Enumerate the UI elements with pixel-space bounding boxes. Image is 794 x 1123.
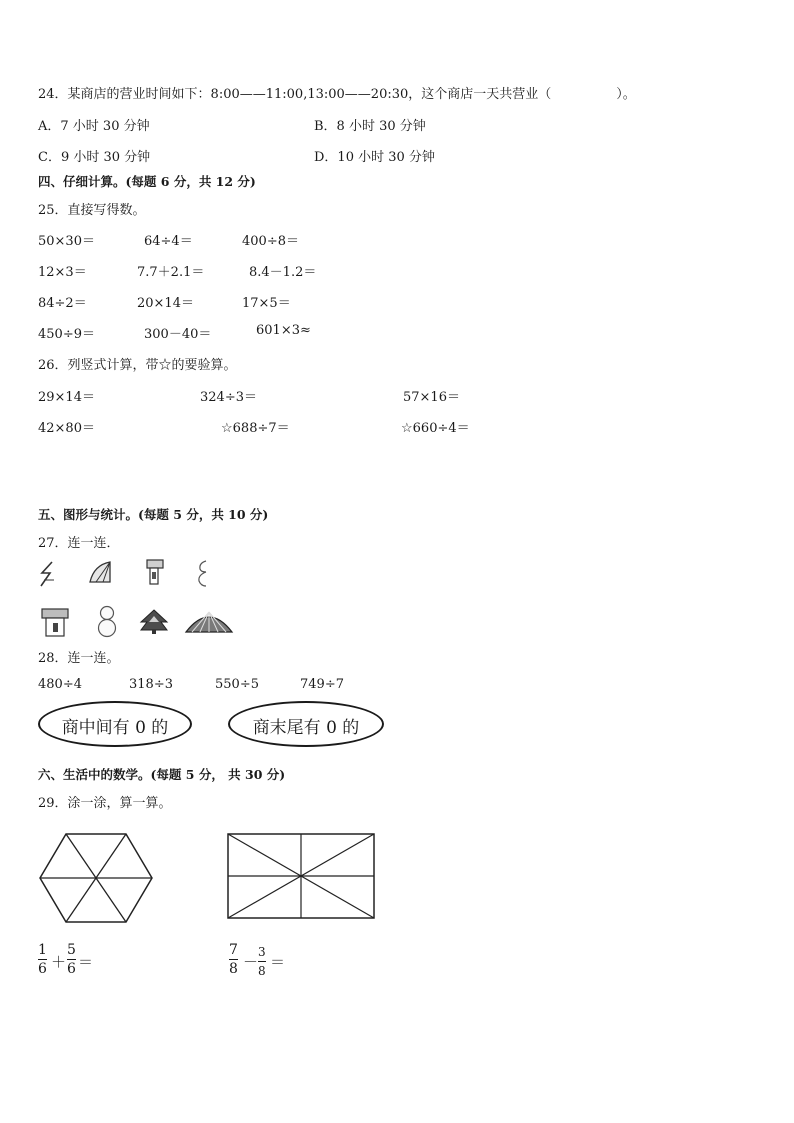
q25-item: 601×3≈ — [256, 323, 311, 338]
q24-option-a[interactable]: A．7 小时 30 分钟 — [38, 119, 150, 134]
plus-sign: ＋ — [51, 953, 67, 971]
minus-sign: － — [243, 953, 259, 971]
q25-item: 450÷9＝ — [38, 327, 95, 342]
q25-item: 64÷4＝ — [144, 234, 193, 249]
q25-item: 400÷8＝ — [242, 234, 299, 249]
q28-expression[interactable]: 480÷4 — [38, 677, 82, 692]
section5-title: 五、图形与统计。(每题 5 分，共 10 分) — [38, 507, 269, 522]
q24-option-d[interactable]: D．10 小时 30 分钟 — [314, 150, 435, 165]
fraction-one-sixth — [38, 942, 47, 977]
q28-expression[interactable]: 318÷3 — [129, 677, 173, 692]
oval-end-zero-label: 商末尾有 0 的 — [252, 718, 360, 738]
q26-item: 42×80＝ — [38, 421, 95, 436]
q29-stem: 29．涂一涂，算一算。 — [38, 796, 172, 811]
q24-stem: 24．某商店的营业时间如下：8:00——11:00,13:00——20:30，这个商店一天共营业（ ）。 — [38, 87, 636, 102]
q25-item: 8.4－1.2＝ — [249, 265, 317, 280]
q25-item: 50×30＝ — [38, 234, 95, 249]
section6-title: 六、生活中的数学。(每题 5 分， 共 30 分) — [38, 767, 286, 782]
q24-option-c[interactable]: C．9 小时 30 分钟 — [38, 150, 151, 165]
q28-expression[interactable]: 550÷5 — [215, 677, 259, 692]
tree-shape[interactable] — [139, 608, 169, 636]
q25-item: 300－40＝ — [144, 327, 212, 342]
q27-stem: 27．连一连． — [38, 536, 120, 551]
denominator: 6 — [67, 961, 76, 977]
fraction-three-eighths — [258, 944, 266, 979]
oval-end-zero[interactable] — [228, 701, 384, 747]
numerator: 1 — [38, 942, 47, 958]
q26-item: 29×14＝ — [38, 390, 95, 405]
denominator: 8 — [258, 964, 266, 978]
q28-stem: 28．连一连。 — [38, 651, 120, 666]
numerator: 5 — [67, 942, 76, 958]
fraction-five-sixths — [67, 942, 76, 977]
half-snowman-shape[interactable] — [196, 558, 210, 588]
hexagon-figure[interactable] — [38, 832, 156, 924]
q25-item: 17×5＝ — [242, 296, 291, 311]
q25-stem: 25．直接写得数。 — [38, 203, 146, 218]
oval-middle-zero[interactable] — [38, 701, 192, 747]
denominator: 8 — [229, 961, 238, 977]
q25-item: 20×14＝ — [137, 296, 194, 311]
q25-item: 7.7＋2.1＝ — [137, 265, 205, 280]
q25-item: 12×3＝ — [38, 265, 87, 280]
house-shape[interactable] — [40, 606, 70, 638]
numerator: 3 — [258, 945, 266, 959]
half-lightning-shape[interactable] — [38, 560, 60, 588]
numerator: 7 — [229, 942, 238, 958]
q26-stem: 26．列竖式计算，带☆的要验算。 — [38, 358, 237, 373]
half-house-shape[interactable] — [145, 558, 165, 586]
q26-item: ☆660÷4＝ — [401, 421, 470, 436]
q26-item: 57×16＝ — [403, 390, 460, 405]
q26-item: ☆688÷7＝ — [221, 421, 290, 436]
section4-title: 四、仔细计算。(每题 6 分，共 12 分) — [38, 174, 256, 189]
denominator: 6 — [38, 961, 47, 977]
q25-item: 84÷2＝ — [38, 296, 87, 311]
fraction-seven-eighths — [229, 942, 238, 977]
umbrella-shape[interactable] — [184, 608, 234, 636]
q24-option-b[interactable]: B．8 小时 30 分钟 — [314, 119, 426, 134]
rectangle-figure[interactable] — [226, 832, 376, 920]
half-umbrella-shape[interactable] — [86, 560, 114, 584]
q26-item: 324÷3＝ — [200, 390, 257, 405]
oval-middle-zero-label: 商中间有 0 的 — [61, 718, 169, 738]
snowman-shape[interactable] — [95, 604, 119, 638]
equals-sign: ＝ — [78, 953, 94, 971]
equals-sign: ＝ — [270, 953, 286, 971]
q28-expression[interactable]: 749÷7 — [300, 677, 344, 692]
